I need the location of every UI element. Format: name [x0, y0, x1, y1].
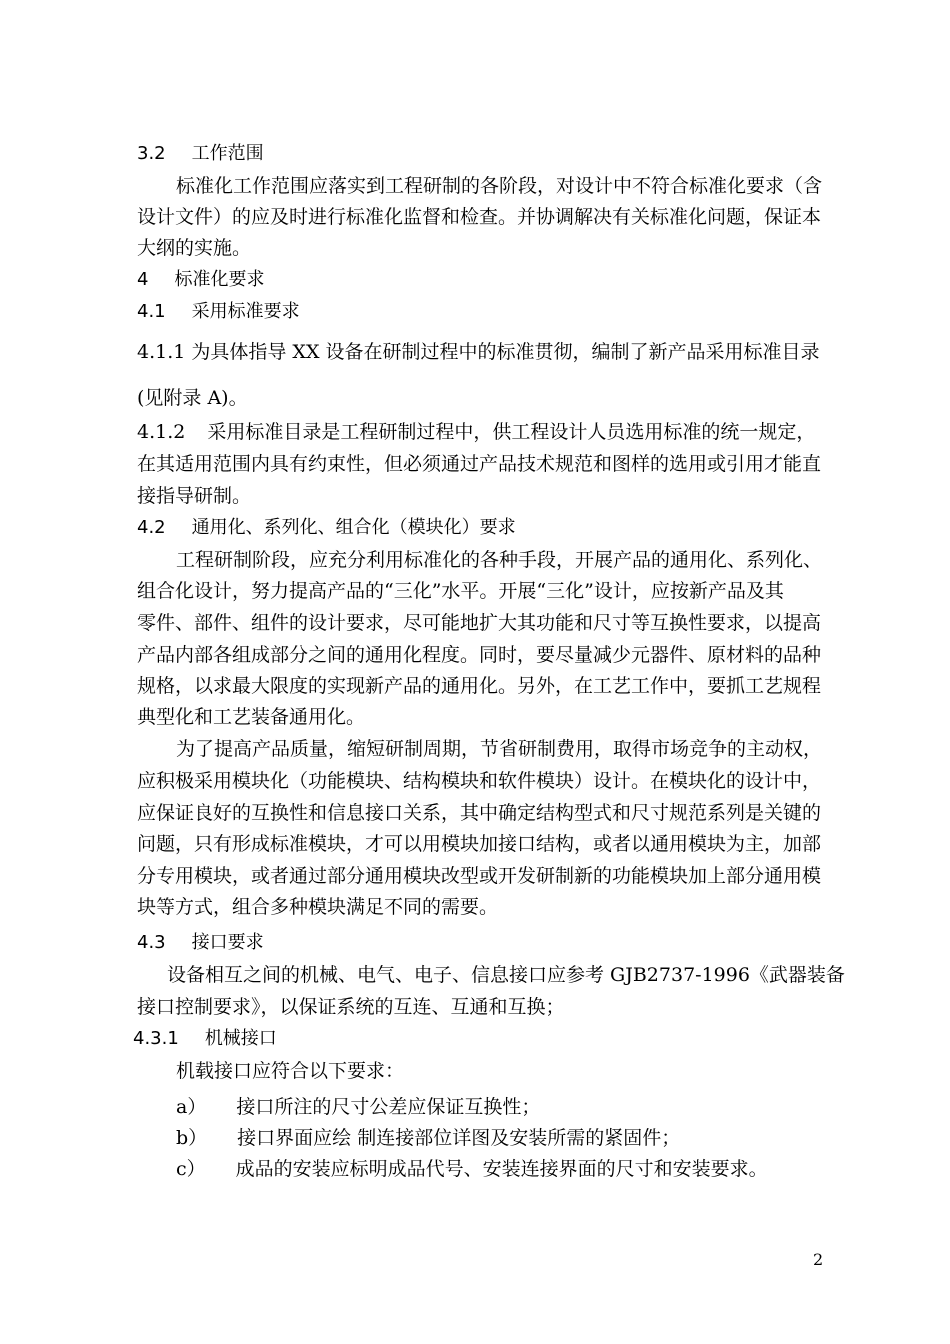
heading-number: 4.3.1 — [133, 1028, 179, 1049]
heading-4-3-1 — [133, 1025, 277, 1053]
heading-title: 接口要求 — [191, 932, 264, 953]
paragraph-line: 块等方式，组合多种模块满足不同的需要。 — [137, 896, 499, 918]
page-number: 2 — [813, 1250, 824, 1269]
list-item-text: 接口所注的尺寸公差应保证互换性； — [236, 1096, 541, 1118]
list-item-text: 接口界面应绘 制连接部位详图及安装所需的紧固件； — [237, 1127, 681, 1149]
list-item — [176, 1093, 540, 1121]
heading-number: 4.1 — [137, 301, 166, 322]
paragraph-line: 组合化设计，努力提高产品的“三化”水平。开展“三化”设计，应按新产品及其 — [137, 580, 784, 602]
paragraph-line: 机载接口应符合以下要求： — [176, 1060, 405, 1082]
heading-title: 工作范围 — [191, 143, 264, 164]
list-item-label: b） — [176, 1127, 208, 1149]
heading-4-3 — [137, 929, 264, 957]
list-item — [176, 1155, 768, 1183]
heading-title: 通用化、系列化、组合化（模块化）要求 — [191, 517, 516, 538]
paragraph-line: 大纲的实施。 — [137, 237, 252, 259]
list-item-label: a） — [176, 1096, 207, 1118]
heading-number: 4.3 — [137, 932, 166, 953]
heading-4-1 — [137, 298, 300, 326]
paragraph-4-1-2-first — [137, 418, 815, 446]
paragraph-line: 应保证良好的互换性和信息接口关系，其中确定结构型式和尺寸规范系列是关键的 — [137, 802, 822, 824]
paragraph-line: 接口控制要求》，以保证系统的互连、互通和互换； — [137, 996, 565, 1018]
paragraph-line: 为了提高产品质量，缩短研制周期，节省研制费用，取得市场竞争的主动权， — [176, 738, 823, 760]
paragraph-line: 零件、部件、组件的设计要求，尽可能地扩大其功能和尺寸等互换性要求，以提高 — [137, 612, 822, 634]
paragraph-line: 问题，只有形成标准模块，才可以用模块加接口结构，或者以通用模块为主，加部 — [137, 833, 822, 855]
paragraph-line: 4.1.1 为具体指导 XX 设备在研制过程中的标准贯彻，编制了新产品采用标准目录 — [137, 341, 820, 363]
paragraph-line: 接指导研制。 — [137, 485, 252, 507]
list-item-label: c） — [176, 1158, 206, 1180]
paragraph-line: 产品内部各组成部分之间的通用化程度。同时，要尽量减少元器件、原材料的品种 — [137, 644, 822, 666]
paragraph-line: 分专用模块，或者通过部分通用模块改型或开发研制新的功能模块加上部分通用模 — [137, 865, 822, 887]
list-item-text: 成品的安装应标明成品代号、安装连接界面的尺寸和安装要求。 — [235, 1158, 768, 1180]
heading-number: 4 — [137, 269, 149, 290]
heading-4-2 — [137, 514, 516, 542]
paragraph-line: 典型化和工艺装备通用化。 — [137, 706, 366, 728]
heading-number: 3.2 — [137, 143, 166, 164]
paragraph-line: 设计文件）的应及时进行标准化监督和检查。并协调解决有关标准化问题，保证本 — [137, 206, 822, 228]
list-item — [176, 1124, 680, 1152]
heading-number: 4.2 — [137, 517, 166, 538]
paragraph-line: 工程研制阶段，应充分利用标准化的各种手段，开展产品的通用化、系列化、 — [176, 549, 823, 571]
heading-3-2 — [137, 140, 264, 168]
paragraph-line: 规格，以求最大限度的实现新产品的通用化。另外，在工艺工作中，要抓工艺规程 — [137, 675, 822, 697]
clause-number: 4.1.2 — [137, 421, 186, 443]
paragraph-line: 标准化工作范围应落实到工程研制的各阶段，对设计中不符合标准化要求（含 — [176, 175, 823, 197]
paragraph-line: 设备相互之间的机械、电气、电子、信息接口应参考 GJB2737-1996《武器装备 — [167, 964, 845, 986]
heading-4 — [137, 266, 264, 294]
paragraph-line: 在其适用范围内具有约束性，但必须通过产品技术规范和图样的选用或引用才能直 — [137, 453, 822, 475]
heading-title: 标准化要求 — [174, 269, 265, 290]
paragraph-line: (见附录 A)。 — [137, 387, 248, 409]
paragraph-text: 采用标准目录是工程研制过程中，供工程设计人员选用标准的统一规定， — [207, 421, 816, 443]
heading-title: 采用标准要求 — [191, 301, 300, 322]
heading-title: 机械接口 — [204, 1028, 277, 1049]
paragraph-line: 应积极采用模块化（功能模块、结构模块和软件模块）设计。在模块化的设计中， — [137, 770, 822, 792]
